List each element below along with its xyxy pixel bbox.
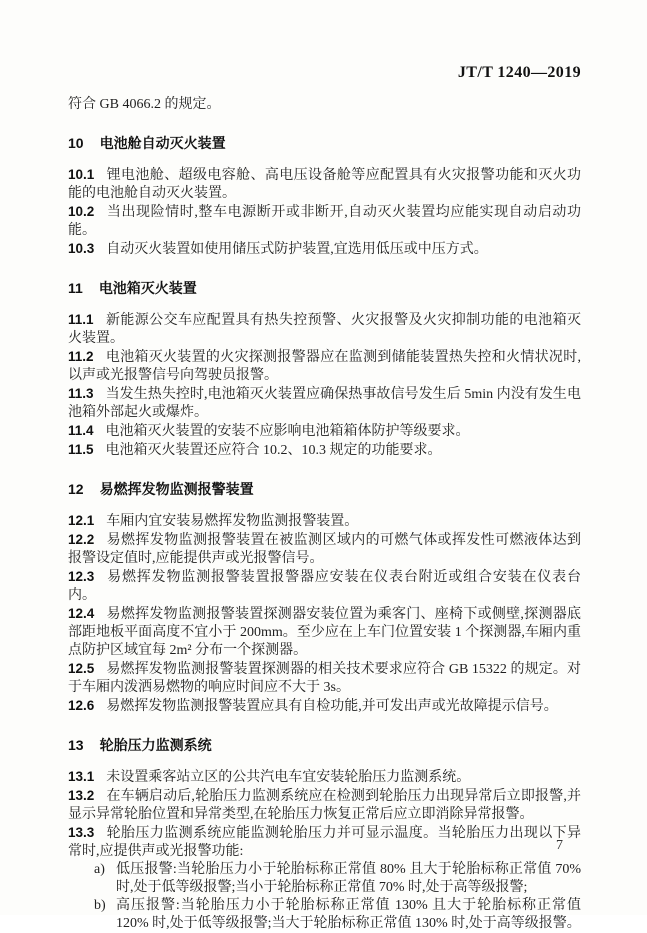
clause-text: 在车辆启动后,轮胎压力监测系统应在检测到轮胎压力出现异常后立即报警,并显示异常轮胎位置和异常类型,在轮胎压力恢复正常后应立即消除异常报警。 (68, 789, 581, 822)
clause-number: 10.2 (68, 204, 95, 219)
clause-paragraph (68, 166, 581, 203)
sections-container (68, 134, 581, 933)
clause-paragraph (68, 605, 581, 660)
clause-paragraph (68, 660, 581, 697)
clause-paragraph (68, 385, 581, 422)
clause-number: 12.6 (68, 698, 95, 713)
section-number: 11 (68, 280, 83, 296)
clause-text: 锂电池舱、超级电容舱、高电压设备舱等应配置具有火灾报警功能和灭火功能的电池舱自动灭火装置。 (68, 168, 581, 201)
clause-text: 自动灭火装置如使用储压式防护装置,宜选用低压或中压方式。 (106, 242, 488, 257)
clause-text: 电池箱灭火装置的安装不应影响电池箱箱体防护等级要求。 (105, 424, 470, 439)
clause-paragraph (68, 768, 581, 787)
section-number: 13 (68, 737, 84, 753)
section-title: 电池舱自动灭火装置 (99, 135, 226, 151)
page-content (68, 64, 581, 933)
page-number: 7 (556, 838, 563, 853)
clause-number: 13.1 (68, 769, 95, 784)
clause-paragraph (68, 311, 581, 348)
clause-text: 当发生热失控时,电池箱灭火装置应确保热事故信号发生后 5min 内没有发生电池箱外部起火或爆炸。 (68, 387, 581, 420)
section (68, 279, 581, 460)
clause-number: 11.4 (68, 423, 94, 438)
clause-text: 易燃挥发物监测报警装置在被监测区域内的可燃气体或挥发性可燃液体达到报警设定值时,应能提供声或光报警信号。 (68, 533, 581, 566)
clause-paragraph (68, 422, 581, 441)
clause-text: 新能源公交车应配置具有热失控预警、火灾报警及火灾抑制功能的电池箱灭火装置。 (68, 313, 581, 346)
clause-text: 电池箱灭火装置还应符合 10.2、10.3 规定的功能要求。 (105, 443, 442, 458)
clause-number: 12.3 (68, 569, 95, 584)
clause-number: 11.2 (68, 349, 94, 364)
clause-number: 11.5 (68, 442, 94, 457)
list-item (68, 897, 581, 933)
clause-number: 11.1 (68, 312, 94, 327)
clause-text: 未设置乘客站立区的公共汽电车宜安装轮胎压力监测系统。 (106, 770, 471, 785)
clause-text: 车厢内宜安装易燃挥发物监测报警装置。 (106, 514, 359, 529)
clause-number: 12.4 (68, 606, 95, 621)
clause-text: 轮胎压力监测系统应能监测轮胎压力并可显示温度。当轮胎压力出现以下异常时,应提供声或光报警功能: (68, 826, 581, 859)
clause-paragraph (68, 512, 581, 531)
clause-number: 10.1 (68, 167, 95, 182)
clause-number: 10.3 (68, 241, 95, 256)
clause-paragraph (68, 441, 581, 460)
section-number: 12 (68, 481, 84, 497)
clause-paragraph (68, 787, 581, 824)
clause-number: 12.5 (68, 661, 95, 676)
intro-paragraph: 符合 GB 4066.2 的规定。 (68, 97, 221, 112)
clause-text: 电池箱灭火装置的火灾探测报警器应在监测到储能装置热失控和火情状况时,以声或光报警信号向驾驶员报警。 (68, 350, 581, 383)
clause-paragraph (68, 240, 581, 259)
section (68, 480, 581, 716)
clause-number: 11.3 (68, 386, 94, 401)
list-item-label: b) (94, 898, 106, 913)
clause-text: 易燃挥发物监测报警装置探测器的相关技术要求应符合 GB 15322 的规定。对于车厢内泼洒易燃物的响应时间应不大于 3s。 (68, 662, 581, 695)
section (68, 736, 581, 933)
section-title: 电池箱灭火装置 (98, 280, 197, 296)
section-heading (68, 134, 581, 152)
list-item-text: 高压报警:当轮胎压力小于轮胎标称正常值 130% 且大于轮胎标称正常值 120% 时,处于低等级报警;当大于轮胎标称正常值 130% 时,处于高等级报警。 (116, 898, 581, 931)
section-number: 10 (68, 135, 84, 151)
clause-paragraph (68, 824, 581, 861)
clause-paragraph (68, 568, 581, 605)
clause-number: 13.3 (68, 825, 95, 840)
list-item (68, 861, 581, 897)
section (68, 134, 581, 259)
clause-number: 12.1 (68, 513, 95, 528)
section-heading (68, 736, 581, 754)
clause-paragraph (68, 348, 581, 385)
clause-number: 13.2 (68, 788, 95, 803)
clause-text: 易燃挥发物监测报警装置探测器安装位置为乘客门、座椅下或侧壁,探测器底部距地板平面高度不宜小于 200mm。至少应在上车门位置安装 1 个探测器,车厢内重点防护区域宜每 2m² 分布一个探测器。 (68, 607, 581, 658)
section-title: 易燃挥发物监测报警装置 (99, 481, 254, 497)
clause-paragraph (68, 697, 581, 716)
clause-text: 易燃挥发物监测报警装置报警器应安装在仪表台附近或组合安装在仪表台内。 (68, 570, 581, 603)
clause-paragraph (68, 531, 581, 568)
standard-number: JT/T 1240—2019 (457, 64, 581, 81)
clause-text: 当出现险情时,整车电源断开或非断开,自动灭火装置均应能实现自动启动功能。 (68, 205, 581, 238)
list-item-text: 低压报警:当轮胎压力小于轮胎标称正常值 80% 且大于轮胎标称正常值 70% 时,处于低等级报警;当小于轮胎标称正常值 70% 时,处于高等级报警; (116, 862, 581, 895)
section-title: 轮胎压力监测系统 (99, 737, 212, 753)
clause-paragraph (68, 203, 581, 240)
list-item-label: a) (94, 862, 105, 877)
clause-number: 12.2 (68, 532, 95, 547)
section-heading (68, 480, 581, 498)
section-heading (68, 279, 581, 297)
clause-text: 易燃挥发物监测报警装置应具有自检功能,并可发出声或光故障提示信号。 (106, 699, 558, 714)
